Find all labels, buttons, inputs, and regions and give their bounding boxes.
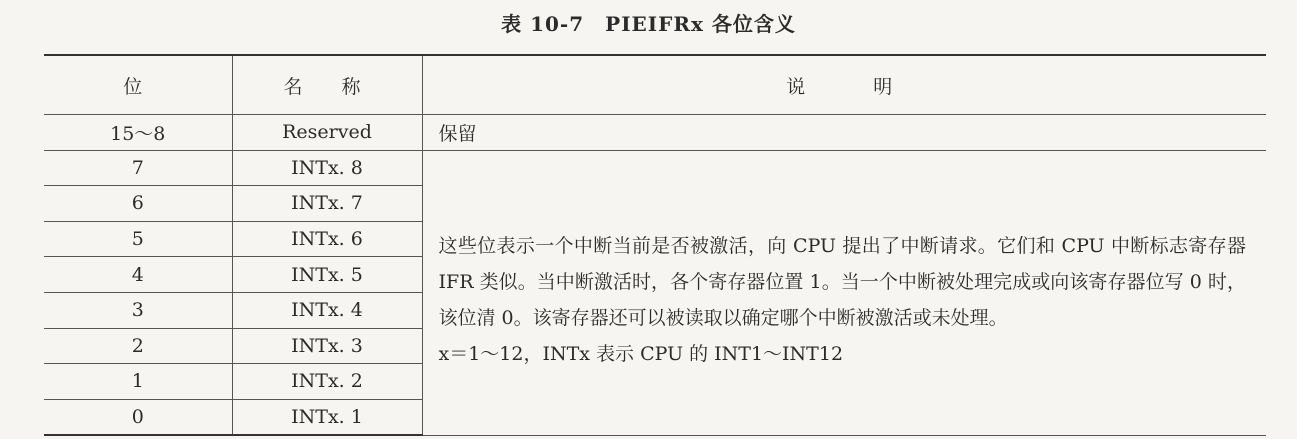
bit-definition-table <box>44 54 1266 436</box>
name-cell: INTx. 3 <box>232 328 422 364</box>
header-bit: 位 <box>44 55 232 115</box>
name-cell: INTx. 7 <box>232 186 422 222</box>
bit-cell: 3 <box>44 292 232 328</box>
name-cell: INTx. 6 <box>232 221 422 257</box>
description-note: x＝1～12，INTx 表示 CPU 的 INT1～INT12 <box>438 342 844 365</box>
name-cell: INTx. 1 <box>232 399 422 435</box>
bit-cell: 15～8 <box>44 115 232 151</box>
bit-cell: 6 <box>44 186 232 222</box>
description-cell: 保留 <box>422 115 1266 151</box>
name-cell: INTx. 8 <box>232 150 422 186</box>
bit-cell: 7 <box>44 150 232 186</box>
name-cell: INTx. 2 <box>232 364 422 400</box>
header-row <box>44 55 1266 115</box>
description-paragraph: 这些位表示一个中断当前是否被激活，向 CPU 提出了中断请求。它们和 CPU 中断标志寄存器 IFR 类似。当中断激活时，各个寄存器位置 1。当一个中断被处理完成或向该寄存器位写 0 时，该位清 0。该寄存器还可以被读取以确定哪个中断被激活或未处理。 <box>438 234 1246 329</box>
header-description: 说 明 <box>422 55 1266 115</box>
description-cell <box>422 150 1266 435</box>
header-name: 名 称 <box>232 55 422 115</box>
table-caption: 表 10-7 PIEIFRx 各位含义 <box>501 12 796 36</box>
bit-cell: 1 <box>44 364 232 400</box>
bit-cell: 2 <box>44 328 232 364</box>
bit-cell: 0 <box>44 399 232 435</box>
bit-cell: 5 <box>44 221 232 257</box>
bit-cell: 4 <box>44 257 232 293</box>
table-row <box>44 115 1266 151</box>
name-cell: INTx. 5 <box>232 257 422 293</box>
name-cell: Reserved <box>232 115 422 151</box>
table-row <box>44 150 1266 186</box>
name-cell: INTx. 4 <box>232 292 422 328</box>
